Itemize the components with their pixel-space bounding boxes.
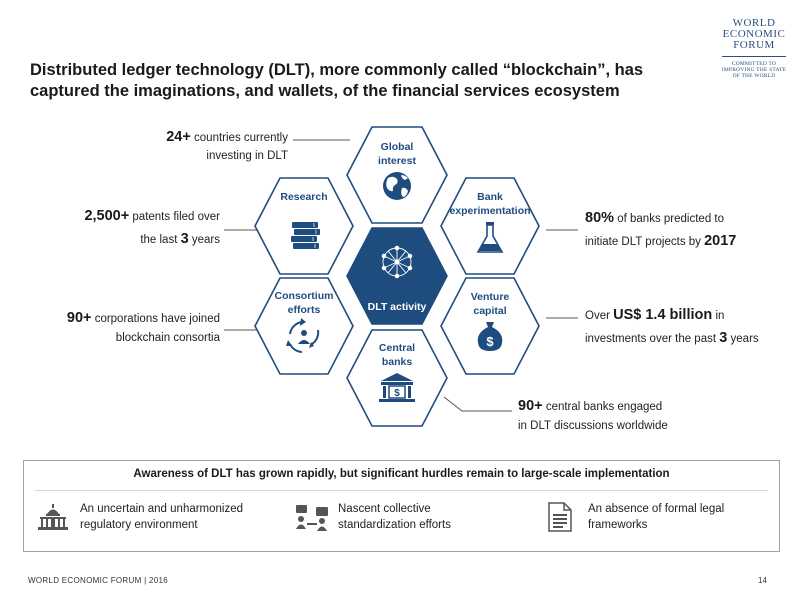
logo-line-3: FORUM	[733, 39, 775, 51]
stat-banks-line2: initiate DLT projects by	[585, 236, 701, 248]
stat-banks-line1: of banks predicted to	[617, 213, 724, 225]
stat-banks-percent: 80%	[585, 210, 615, 226]
hex-label-venture-line2: capital	[473, 305, 507, 317]
stat-patents-years: 3	[180, 231, 189, 247]
hex-label-bank-line2: experimentation	[449, 205, 531, 217]
hex-label-bank-line1: Bank	[477, 191, 503, 203]
capitol-icon	[38, 504, 68, 532]
stat-venture	[585, 304, 797, 350]
page-title: Distributed ledger technology (DLT), more commonly called “blockchain”, has captured the imaginations, and wallets, of the financial services ecosystem	[30, 61, 644, 100]
stat-vc-amount: US$ 1.4 billion	[613, 307, 713, 323]
hex-label-dlt-activity: DLT activity	[367, 301, 427, 313]
globe-icon	[383, 172, 411, 200]
hex-label-consortium-line2: efforts	[287, 304, 321, 316]
logo-tagline-3: OF THE WORLD	[732, 73, 776, 79]
stat-vc-line2: investments over the past	[585, 333, 717, 345]
hex-label-central-banks	[342, 341, 452, 369]
stat-countries-line1: countries currently	[194, 132, 288, 144]
document-icon	[548, 502, 572, 532]
stat-patents-number: 2,500+	[84, 208, 130, 224]
hex-label-venture-line1: Venture	[470, 291, 510, 303]
page-number: 14	[758, 576, 767, 585]
stat-banks-year: 2017	[704, 233, 737, 249]
svg-text:$: $	[394, 388, 400, 399]
hex-label-research: Research	[280, 191, 328, 203]
logo-tagline-1: COMMITTED TO	[731, 61, 777, 67]
stat-central-number: 90+	[518, 398, 543, 414]
stat-corps-line1: corporations have joined	[94, 313, 220, 325]
hex-label-central-line2: banks	[381, 356, 413, 368]
hurdle-standardization-line1: Nascent collective	[338, 503, 431, 515]
stat-patents-line1: patents filed over	[132, 211, 220, 223]
stat-vc-over: Over	[585, 310, 610, 322]
hex-label-central-line1: Central	[378, 342, 416, 354]
hex-label-consortium-efforts	[249, 289, 359, 317]
hex-label-global-interest	[342, 140, 452, 168]
stat-patents-line2b: years	[191, 234, 220, 246]
hex-label-global-line2: interest	[378, 155, 416, 167]
hex-label-bank-experimentation	[435, 190, 545, 218]
hurdle-regulatory-line1: An uncertain and unharmonized	[80, 503, 244, 515]
hurdle-regulatory-line2: regulatory environment	[80, 519, 198, 531]
collaboration-icon	[296, 505, 330, 531]
stat-corps-line2: blockchain consortia	[115, 332, 220, 344]
stat-corporations	[20, 307, 220, 349]
stat-vc-years: 3	[719, 330, 728, 346]
logo-tagline-2: IMPROVING THE STATE	[721, 67, 787, 73]
hurdles-panel-title: Awareness of DLT has grown rapidly, but significant hurdles remain to large-scale implementation	[133, 468, 670, 480]
stat-central-line2: in DLT discussions worldwide	[518, 420, 668, 432]
stat-vc-in: in	[715, 310, 725, 322]
hurdle-legal-line1: An absence of formal legal	[588, 503, 725, 515]
hurdle-legal-line2: frameworks	[588, 519, 648, 531]
stat-banks	[585, 207, 785, 253]
hex-label-global-line1: Global	[380, 141, 414, 153]
stat-patents-line2a: the last	[140, 234, 178, 246]
stat-corps-number: 90+	[66, 310, 92, 326]
connector-central	[444, 397, 512, 411]
hurdle-standardization-line2: standardization efforts	[338, 519, 451, 531]
hurdle-legal	[588, 501, 724, 533]
stat-vc-years-word: years	[730, 333, 759, 345]
stat-central-banks	[518, 395, 718, 437]
footer-source: WORLD ECONOMIC FORUM | 2016	[28, 576, 168, 585]
hurdle-regulatory	[80, 501, 243, 533]
stat-central-line1: central banks engaged	[545, 401, 663, 413]
stat-countries-number: 24+	[166, 129, 191, 145]
hex-label-venture-capital	[435, 290, 545, 318]
hurdle-standardization	[338, 501, 451, 533]
logo-line-2: ECONOMIC	[722, 28, 786, 40]
stat-countries-line2: investing in DLT	[206, 150, 288, 162]
logo-line-1: WORLD	[732, 17, 776, 29]
panel-divider	[35, 490, 768, 491]
hex-label-consortium-line1: Consortium	[274, 290, 334, 302]
stat-countries	[60, 126, 288, 167]
svg-text:$: $	[486, 334, 494, 349]
stat-patents	[20, 205, 220, 251]
